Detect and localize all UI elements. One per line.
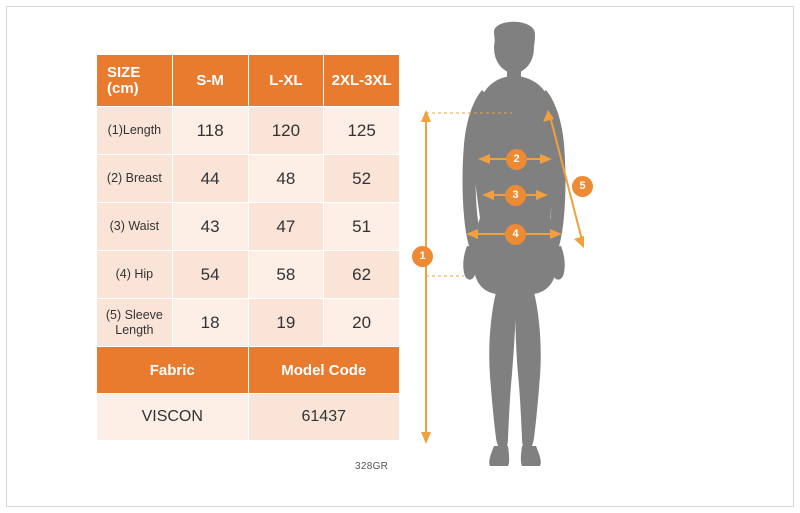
measurement-badge-2: 2 xyxy=(506,149,527,170)
measurement-badge-1: 1 xyxy=(412,246,433,267)
weight-note: 328GR xyxy=(355,461,389,472)
table-header-lxl: L-XL xyxy=(248,55,324,107)
model-code-header: Model Code xyxy=(248,347,400,394)
table-header-size xyxy=(97,55,173,107)
row-label-breast: (2) Breast xyxy=(97,155,173,203)
header-unit-label: (cm) xyxy=(107,79,139,97)
figure-area xyxy=(404,18,784,488)
cell-length-2xl3xl: 125 xyxy=(324,107,400,155)
header-size-label: SIZE xyxy=(107,63,141,81)
fabric-value: VISCON xyxy=(97,394,249,441)
cell-sleeve-2xl3xl: 20 xyxy=(324,299,400,347)
table-footer-header-row xyxy=(97,347,400,394)
cell-breast-lxl: 48 xyxy=(248,155,324,203)
table-row xyxy=(97,251,400,299)
cell-hip-lxl: 58 xyxy=(248,251,324,299)
table-row xyxy=(97,203,400,251)
model-code-value: 61437 xyxy=(248,394,400,441)
cell-hip-2xl3xl: 62 xyxy=(324,251,400,299)
row-label-waist: (3) Waist xyxy=(97,203,173,251)
cell-hip-sm: 54 xyxy=(172,251,248,299)
table-header-2xl3xl: 2XL-3XL xyxy=(324,55,400,107)
measurement-badge-4: 4 xyxy=(505,224,526,245)
cell-waist-lxl: 47 xyxy=(248,203,324,251)
measurement-badge-3: 3 xyxy=(505,185,526,206)
cell-length-sm: 118 xyxy=(172,107,248,155)
cell-breast-2xl3xl: 52 xyxy=(324,155,400,203)
row-label-sleeve-length: (5) Sleeve Length xyxy=(97,299,173,347)
row-label-hip: (4) Hip xyxy=(97,251,173,299)
cell-sleeve-lxl: 19 xyxy=(248,299,324,347)
table-row xyxy=(97,155,400,203)
size-table xyxy=(96,54,400,441)
cell-sleeve-sm: 18 xyxy=(172,299,248,347)
cell-waist-2xl3xl: 51 xyxy=(324,203,400,251)
table-header-sm: S-M xyxy=(172,55,248,107)
table-footer-value-row xyxy=(97,394,400,441)
table-row xyxy=(97,107,400,155)
cell-length-lxl: 120 xyxy=(248,107,324,155)
row-label-length: (1)Length xyxy=(97,107,173,155)
body-figure-svg xyxy=(404,18,784,488)
cell-waist-sm: 43 xyxy=(172,203,248,251)
size-table-container xyxy=(96,54,400,441)
table-row xyxy=(97,299,400,347)
fabric-header: Fabric xyxy=(97,347,249,394)
measurement-badge-5: 5 xyxy=(572,176,593,197)
cell-breast-sm: 44 xyxy=(172,155,248,203)
table-header-row xyxy=(97,55,400,107)
